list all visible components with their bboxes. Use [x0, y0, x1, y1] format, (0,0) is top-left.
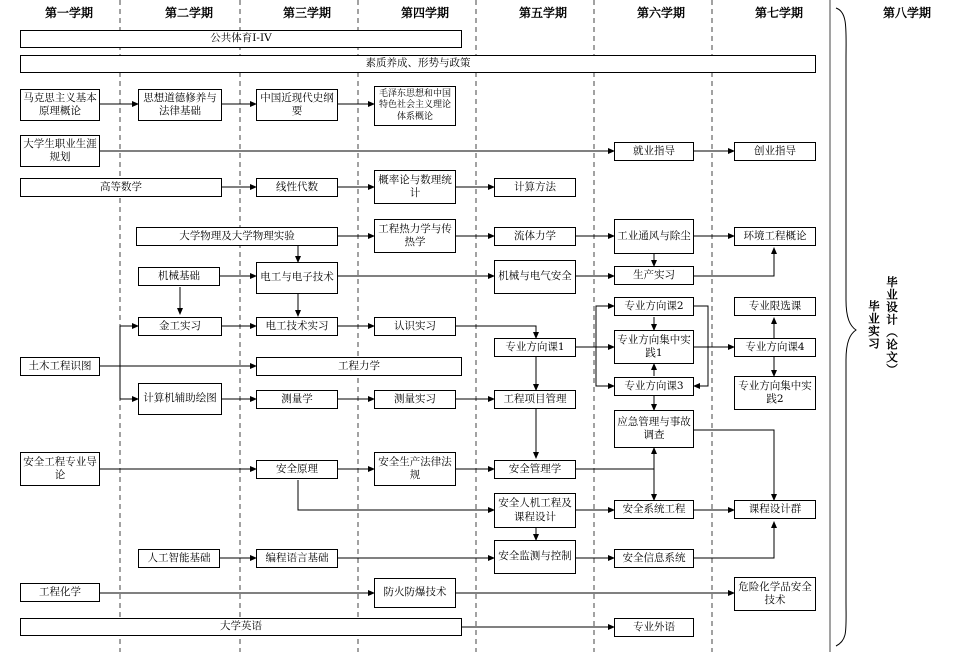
course-prof-english: 专业外语: [614, 618, 694, 637]
course-civil-drawing: 土木工程识图: [20, 357, 100, 376]
course-major-2: 专业方向课2: [614, 297, 694, 316]
course-major-1: 专业方向课1: [494, 338, 576, 357]
course-marx: 马克思主义基本原理概论: [20, 89, 100, 121]
semester-header-4: 第四学期: [400, 6, 449, 20]
semester-header-6: 第六学期: [636, 6, 685, 20]
course-fluid: 流体力学: [494, 227, 576, 246]
course-system-eng: 安全系统工程: [614, 500, 694, 519]
semester-header-3: 第三学期: [282, 6, 331, 20]
course-elec: 电工与电子技术: [256, 262, 338, 294]
course-english: 大学英语: [20, 618, 462, 636]
course-major-4: 专业方向课4: [734, 338, 816, 357]
course-fire: 防火防爆技术: [374, 578, 456, 608]
course-env-eng: 环境工程概论: [734, 227, 816, 246]
course-mechanics: 工程力学: [256, 357, 462, 376]
course-compute: 计算方法: [494, 178, 576, 197]
course-major-concentrated-1: 专业方向集中实践1: [614, 330, 694, 364]
course-modern-history: 中国近现代史纲要: [256, 89, 338, 121]
course-safety-law: 安全生产法律法规: [374, 452, 456, 486]
course-ai: 人工智能基础: [138, 549, 220, 568]
course-eng-chem: 工程化学: [20, 583, 100, 602]
course-career: 大学生职业生涯规划: [20, 135, 100, 167]
course-major-3: 专业方向课3: [614, 377, 694, 396]
course-moral: 思想道德修养与法律基础: [138, 89, 222, 121]
course-major-concentrated-2: 专业方向集中实践2: [734, 376, 816, 410]
course-employment: 就业指导: [614, 142, 694, 161]
course-safety-intro: 安全工程专业导论: [20, 452, 100, 486]
course-hazchem: 危险化学品安全技术: [734, 577, 816, 611]
semester-header-7: 第七学期: [754, 6, 803, 20]
course-prod-practice: 生产实习: [614, 266, 694, 285]
course-mech-basic: 机械基础: [138, 267, 220, 286]
course-cognition: 认识实习: [374, 317, 456, 336]
course-pe: 公共体育I-IV: [20, 30, 462, 48]
course-major-limited: 专业限选课: [734, 297, 816, 316]
course-safety-principle: 安全原理: [256, 460, 338, 479]
semester-header-2: 第二学期: [164, 6, 213, 20]
course-ventilation: 工业通风与除尘: [614, 219, 694, 254]
course-ergonomics: 安全人机工程及课程设计: [494, 493, 576, 528]
course-quality: 素质养成、形势与政策: [20, 55, 816, 73]
course-monitor: 安全监测与控制: [494, 540, 576, 574]
course-elec-practice: 电工技术实习: [256, 317, 338, 336]
course-survey: 测量学: [256, 390, 338, 409]
course-mao: 毛泽东思想和中国特色社会主义理论体系概论: [374, 86, 456, 126]
course-design-group: 课程设计群: [734, 500, 816, 519]
course-info-system: 安全信息系统: [614, 549, 694, 568]
course-survey-practice: 测量实习: [374, 390, 456, 409]
course-physics: 大学物理及大学物理实验: [136, 227, 338, 246]
course-cad: 计算机辅助绘图: [138, 383, 222, 415]
graduation-design-label: 毕业设计（论文）: [885, 276, 899, 376]
course-emergency: 应急管理与事故调查: [614, 410, 694, 448]
course-project-mgmt: 工程项目管理: [494, 390, 576, 409]
course-prob: 概率论与数理统计: [374, 170, 456, 204]
semester-header-5: 第五学期: [518, 6, 567, 20]
course-math: 高等数学: [20, 178, 222, 197]
semester-header-8: 第八学期: [882, 6, 931, 20]
course-mech-elec: 机械与电气安全: [494, 260, 576, 294]
course-linear: 线性代数: [256, 178, 338, 197]
semester-header-1: 第一学期: [44, 6, 93, 20]
graduation-internship-label: 毕业实习: [867, 300, 881, 350]
course-safety-mgmt: 安全管理学: [494, 460, 576, 479]
course-startup: 创业指导: [734, 142, 816, 161]
course-metal: 金工实习: [138, 317, 222, 336]
course-programming: 编程语言基础: [256, 549, 338, 568]
course-thermo: 工程热力学与传热学: [374, 219, 456, 253]
